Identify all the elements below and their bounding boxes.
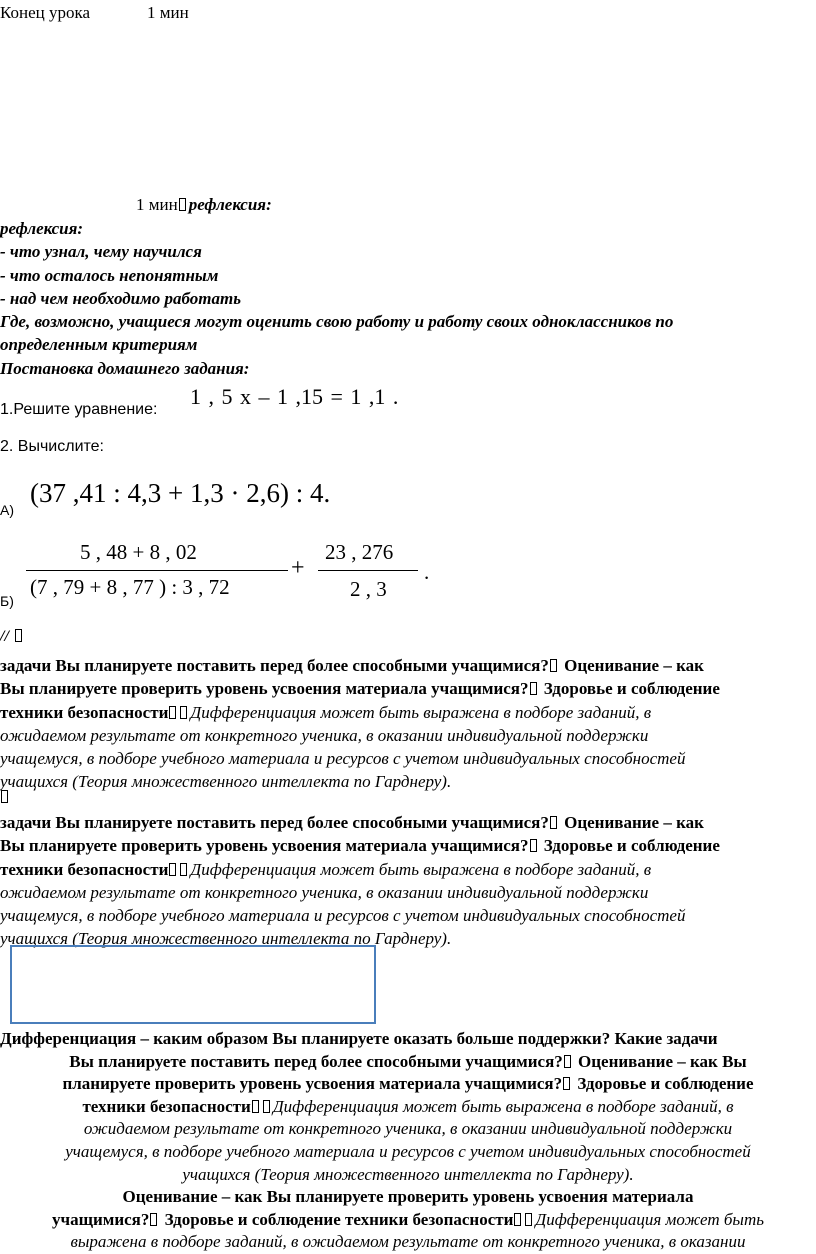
task2-b-plus: + [291, 555, 305, 581]
missing-glyph-icon [150, 1213, 157, 1226]
task2-b-end: . [424, 560, 430, 584]
missing-glyph-icon [563, 1077, 570, 1090]
missing-glyph-icon [0, 789, 11, 807]
block-line: задачи Вы планируете поставить перед более способными учащимися? [0, 813, 549, 832]
block-line: учащемуся, в подборе учебного материала и ресурсов с учетом индивидуальных способностей [65, 1141, 751, 1161]
block-line: Здоровье и соблюдение [539, 836, 720, 856]
assessment-line: Где, возможно, учащиеся могут оценить свою работу и работу своих одноклассников по [0, 312, 674, 332]
fraction-bar [26, 570, 288, 571]
differentiation-block-centered [0, 1028, 816, 1254]
block-line: Вы планируете проверить уровень усвоения материала учащимися? [0, 836, 529, 856]
block-line: ожидаемом результате от конкретного ученика, в оказании индивидуальной поддержки [83, 1119, 733, 1139]
task2-b-denominator-2: 2 , 3 [350, 577, 387, 601]
assessment-line: определенным критериям [0, 335, 198, 355]
task2-b-numerator-1: 5 , 48 + 8 , 02 [80, 540, 197, 564]
missing-glyph-icon [179, 198, 186, 211]
block-line: выражена в подборе заданий, в ожидаемом результате от конкретного ученика, в оказании [70, 1232, 746, 1252]
missing-glyph-icon [252, 1100, 259, 1113]
block-line: Здоровье и соблюдение [539, 679, 720, 699]
missing-glyph-icon [15, 629, 22, 642]
slash-marker-text: // [0, 628, 9, 645]
task2-a-label: А) [0, 502, 14, 518]
differentiation-block [0, 811, 816, 951]
reflection-time: 1 мин [136, 195, 178, 214]
missing-glyph-icon [169, 706, 176, 719]
empty-frame-box [10, 945, 376, 1024]
missing-glyph-icon [550, 816, 557, 829]
block-line: Здоровье и соблюдение техники безопасности [160, 1209, 514, 1229]
task1-label: 1.Решите уравнение: [0, 401, 158, 418]
block-line: ожидаемом результате от конкретного ученика, в оказании индивидуальной поддержки [0, 725, 649, 745]
homework-title: Постановка домашнего задания: [0, 358, 250, 378]
missing-glyph-icon [564, 1055, 571, 1068]
reflection-item: - что осталось непонятным [0, 265, 219, 285]
block-line: задачи Вы планируете поставить перед более способными учащимися? [0, 656, 549, 675]
slash-marker [0, 628, 25, 646]
reflection-block [0, 217, 816, 380]
block-line: Оценивание – как [559, 656, 704, 675]
block-line: учащимися? [52, 1209, 150, 1229]
missing-glyph-icon [550, 659, 557, 672]
block-line: Оценивание – как Вы планируете проверить уровень усвоения материала [122, 1187, 694, 1207]
lesson-end-time: 1 мин [147, 3, 189, 22]
block-line: техники безопасности [0, 859, 169, 879]
reflection-item: - что узнал, чему научился [0, 242, 202, 262]
block-line: учащихся (Теория множественного интеллекта по Гарднеру). [0, 772, 452, 792]
block-line: планируете проверить уровень усвоения материала учащимися? [62, 1074, 563, 1094]
missing-glyph-icon [180, 863, 187, 876]
block-line: техники безопасности [0, 702, 169, 722]
reflection-item: - над чем необходимо работать [0, 288, 241, 308]
block-line: Дифференциация может быть выражена в подборе заданий, в [190, 859, 652, 879]
block-line: учащихся (Теория множественного интеллекта по Гарднеру). [0, 929, 452, 949]
task2-label: 2. Вычислите: [0, 438, 104, 455]
block-line: ожидаемом результате от конкретного ученика, в оказании индивидуальной поддержки [0, 882, 649, 902]
block-line: Оценивание – как Вы [573, 1051, 747, 1071]
task1-equation: 1 , 5 x – 1 ,15 = 1 ,1 . [190, 384, 399, 409]
block-line: Дифференциация может быть [535, 1209, 764, 1229]
block-line: Вы планируете поставить перед более способными учащимися? [69, 1051, 563, 1071]
task2-b-denominator-1: (7 , 79 + 8 , 77 ) : 3 , 72 [30, 575, 230, 599]
block-line: Вы планируете проверить уровень усвоения материала учащимися? [0, 679, 529, 699]
reflection-title: рефлексия: [0, 219, 84, 238]
missing-glyph-icon [169, 863, 176, 876]
task2-a-expression: (37 ,41 : 4,3 + 1,3 · 2,6) : 4. [30, 478, 331, 508]
block-line: Дифференциация может быть выражена в подборе заданий, в [272, 1096, 734, 1116]
task2-b-label: Б) [0, 593, 14, 609]
missing-glyph-icon [263, 1100, 270, 1113]
missing-glyph-icon [514, 1213, 521, 1226]
missing-glyph-icon [525, 1213, 532, 1226]
block-line: учащихся (Теория множественного интеллекта по Гарднеру). [182, 1164, 634, 1184]
block-line: Дифференциация может быть выражена в подборе заданий, в [190, 702, 652, 722]
reflection-header [136, 195, 272, 215]
missing-glyph-icon [530, 839, 537, 852]
block-line: Оценивание – как [559, 813, 704, 832]
lesson-end-label: Конец урока [0, 3, 91, 22]
differentiation-block [0, 654, 816, 794]
reflection-header-title: рефлексия: [188, 195, 272, 214]
missing-glyph-icon [530, 682, 537, 695]
block-line: учащемуся, в подборе учебного материала и ресурсов с учетом индивидуальных способностей [0, 906, 686, 926]
fraction-bar [318, 570, 418, 571]
block-line: Здоровье и соблюдение [573, 1074, 754, 1094]
task2-b-numerator-2: 23 , 276 [325, 540, 394, 564]
missing-glyph-icon [180, 706, 187, 719]
block-line: Дифференциация – каким образом Вы планируете оказать больше поддержки? Какие задачи [0, 1029, 718, 1048]
block-line: учащемуся, в подборе учебного материала и ресурсов с учетом индивидуальных способностей [0, 749, 686, 769]
block-line: техники безопасности [82, 1096, 251, 1116]
